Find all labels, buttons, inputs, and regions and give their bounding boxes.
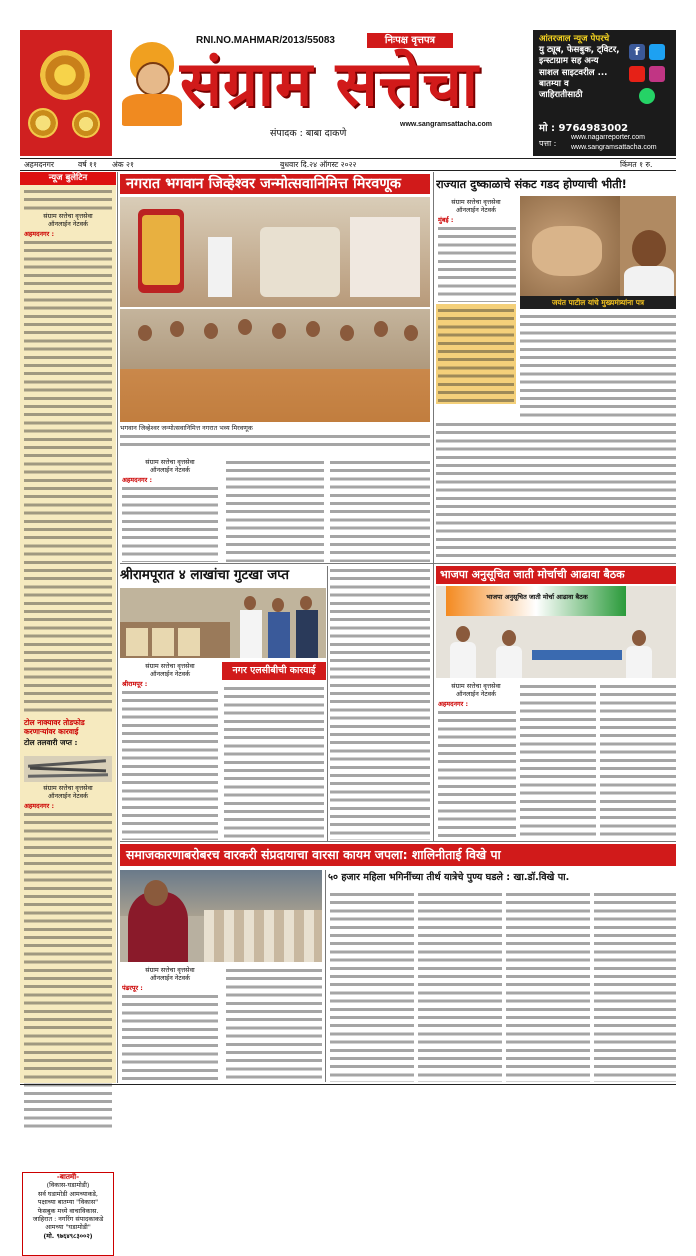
dateline-bar [20, 158, 676, 171]
byline-team: ऑनलाईन नेटवर्क [149, 670, 191, 678]
byline-name: संग्राम सत्तेचा वृत्तसेवा [451, 198, 501, 206]
byline-name: संग्राम सत्तेचा वृत्तसेवा [43, 212, 93, 220]
warrior-logo-image [116, 36, 186, 128]
bottom-story-col6 [594, 890, 676, 1082]
gutkha-story-headline: श्रीरामपूरात ४ लाखांचा गुटखा जप्त [120, 568, 290, 583]
byline-team: ऑनलाईन नेटवर्क [149, 466, 191, 474]
contact-box-line: आमच्या "घडामोडी" [45, 1223, 91, 1232]
contact-box-line: जाहिरात : नगरिंग संपादकाकडे [32, 1215, 104, 1224]
dateline-city: अहमदनगर [24, 160, 55, 169]
bjp-story-col1 [438, 708, 516, 840]
bjp-story-col3 [600, 682, 676, 840]
left-column [20, 172, 116, 1240]
column-divider [325, 870, 326, 1082]
column-divider [327, 566, 328, 842]
bottom-story-col5 [506, 890, 590, 1082]
column-divider [433, 172, 434, 842]
story-lead: अहमदनगर : [24, 230, 55, 238]
lead-photo-caption: भगवान जिव्हेश्वर जन्मोत्सवानिमित्त नगरात भव्य मिरवणूक [120, 424, 253, 432]
drought-story-headline: राज्यात दुष्काळाचे संकट गडद होण्याची भीती! [436, 177, 627, 191]
ad-phone[interactable]: मो : 9764983002 [539, 123, 629, 134]
bottom-story-col2 [226, 966, 322, 1082]
toll-swords-photo [24, 756, 112, 782]
lead-story-col3 [330, 458, 430, 562]
drought-emphasis-box [436, 304, 516, 404]
bottom-story-col4 [418, 890, 502, 1082]
row-divider [20, 1084, 676, 1085]
bottom-story-col3 [330, 890, 414, 1082]
contact-box [22, 1172, 114, 1256]
shalinitai-vikhe-photo [120, 870, 322, 962]
gutkha-seizure-photo [120, 588, 326, 658]
bulletin-body-text [24, 238, 112, 714]
lead-caption-continuation [120, 432, 430, 450]
ad-line: आंतरजाल न्यूज पेपरचे [539, 34, 610, 44]
bulletin-intro-text [24, 187, 112, 212]
contact-box-line: पक्षाच्या बातम्या "विकास" [37, 1198, 99, 1207]
newspaper-title: संग्राम सत्तेचा [180, 47, 479, 120]
bottom-story-col1 [122, 992, 218, 1082]
bjp-banner-text: भाजपा अनुसूचित जाती मोर्चा आढावा बैठक [486, 593, 588, 601]
contact-box-line: फेसबुक मध्ये वाचाविकास. [37, 1206, 99, 1215]
ad-url[interactable]: www.sangramsattacha.com [571, 144, 657, 151]
byline-team: ऑनलाईन नेटवर्क [47, 792, 89, 800]
column-divider [117, 172, 118, 1083]
story-lead: अहमदनगर : [122, 476, 153, 484]
drought-story-col2 [520, 312, 676, 418]
dateline-date: बुधवार दि.२४ ऑगस्ट २०२२ [280, 160, 357, 169]
drought-story-col1 [438, 224, 516, 302]
contact-box-title: -बातमी- [56, 1172, 80, 1181]
bottom-story-subheadline: ५० हजार महिला भगिनींच्या तीर्थ यात्रेचे पुण्य घडले : खा.डॉ.विखे पा. [328, 872, 570, 883]
news-bulletin-header: न्यूज बुलेटिन [20, 172, 116, 185]
editor-line: संपादक : बाबा दाकणे [270, 128, 347, 139]
jayant-patil-caption: जयंत पाटील यांचे मुख्यमंत्र्यांना पत्र [520, 296, 676, 309]
gutkha-story-col1 [122, 688, 218, 840]
facebook-icon: f [629, 44, 645, 60]
lead-story-headline: नगरात भगवान जिव्हेश्वर जन्मोत्सवानिमित्त मिरवणूक [120, 174, 430, 194]
lead-story-continuation-col [330, 566, 430, 840]
story-lead: मुंबई : [438, 216, 454, 224]
dateline-issue: अंक २१ [112, 160, 134, 169]
story-lead: अहमदनगर : [24, 802, 55, 810]
drought-story-continuation [436, 420, 676, 562]
ad-url[interactable]: www.nagarreporter.com [571, 134, 645, 141]
bottom-story-headline: समाजकारणाबरोबरच वारकरी संप्रदायाचा वारसा कायम जपला: शालिनीताई विखे पा [120, 844, 676, 866]
ad-line: यु ट्यूब, फेसबुक, ट्विटर, [539, 45, 620, 56]
byline-name: संग्राम सत्तेचा वृत्तसेवा [451, 682, 501, 690]
procession-photo [120, 197, 430, 422]
story-lead: श्रीरामपूर : [122, 680, 148, 688]
byline-team: ऑनलाईन नेटवर्क [149, 974, 191, 982]
bjp-story-headline: भाजपा अनुसूचित जाती मोर्चाची आढावा बैठक [436, 566, 676, 584]
byline-name: संग्राम सत्तेचा वृत्तसेवा [145, 458, 195, 466]
contact-box-line: सर्व घडामोडी आमच्याकडे, [38, 1189, 98, 1198]
jayant-patil-photo [520, 196, 676, 296]
contact-box-line: (विकास-घडामोडी) [46, 1181, 90, 1190]
row-divider [120, 841, 676, 842]
toll-story-subtitle: टोल तलवारी जप्त : [24, 738, 78, 747]
story-lead: पंढरपूर : [122, 984, 143, 992]
tagline-badge: निःपक्ष वृत्तपत्र [367, 33, 453, 48]
lcb-story-body [224, 684, 324, 840]
advertisement-box[interactable] [533, 30, 676, 156]
byline-team: ऑनलाईन नेटवर्क [455, 690, 497, 698]
bjp-story-col2 [520, 682, 596, 840]
masthead [20, 30, 676, 158]
dateline-year: वर्ष ११ [78, 160, 97, 169]
toll-story-title: टोल नाक्यावर तोडफोड करणाऱ्यांवर कारवाई [24, 718, 85, 736]
row-divider [120, 563, 676, 564]
rni-number: RNI.NO.MAHMAR/2013/55083 [196, 35, 335, 46]
lead-story-col1 [122, 484, 218, 562]
whatsapp-icon [639, 88, 655, 104]
byline-name: संग्राम सत्तेचा वृत्तसेवा [43, 784, 93, 792]
instagram-icon [649, 66, 665, 82]
story-lead: अहमदनगर : [438, 700, 469, 708]
ad-line: बातम्या व [539, 78, 569, 89]
social-media-icons [625, 40, 673, 114]
lcb-story-headline: नगर एलसीबीची कारवाई [222, 662, 326, 680]
byline-team: ऑनलाईन नेटवर्क [455, 206, 497, 214]
twitter-icon [649, 44, 665, 60]
byline-name: संग्राम सत्तेचा वृत्तसेवा [145, 966, 195, 974]
website-link[interactable]: www.sangramsattacha.com [400, 121, 492, 128]
contact-box-phone: (मो. ९७६४९८३००२) [43, 1231, 93, 1240]
youtube-icon [629, 66, 645, 82]
ad-pata-label: पत्ता : [539, 139, 557, 148]
ad-line: इन्स्टाग्राम सह अन्य [539, 56, 599, 67]
ad-line: साशल साइटवरील ... [539, 67, 608, 78]
lead-story-col2 [226, 458, 324, 562]
byline-team: ऑनलाईन नेटवर्क [47, 220, 89, 228]
ad-line: जाहिरातीसाठी [539, 90, 583, 101]
rakhi-ornament-image [20, 30, 112, 156]
toll-story-body [24, 810, 112, 1128]
bjp-meeting-photo [436, 586, 676, 678]
byline-name: संग्राम सत्तेचा वृत्तसेवा [145, 662, 195, 670]
dateline-price: किंमत १ रु. [620, 160, 653, 169]
